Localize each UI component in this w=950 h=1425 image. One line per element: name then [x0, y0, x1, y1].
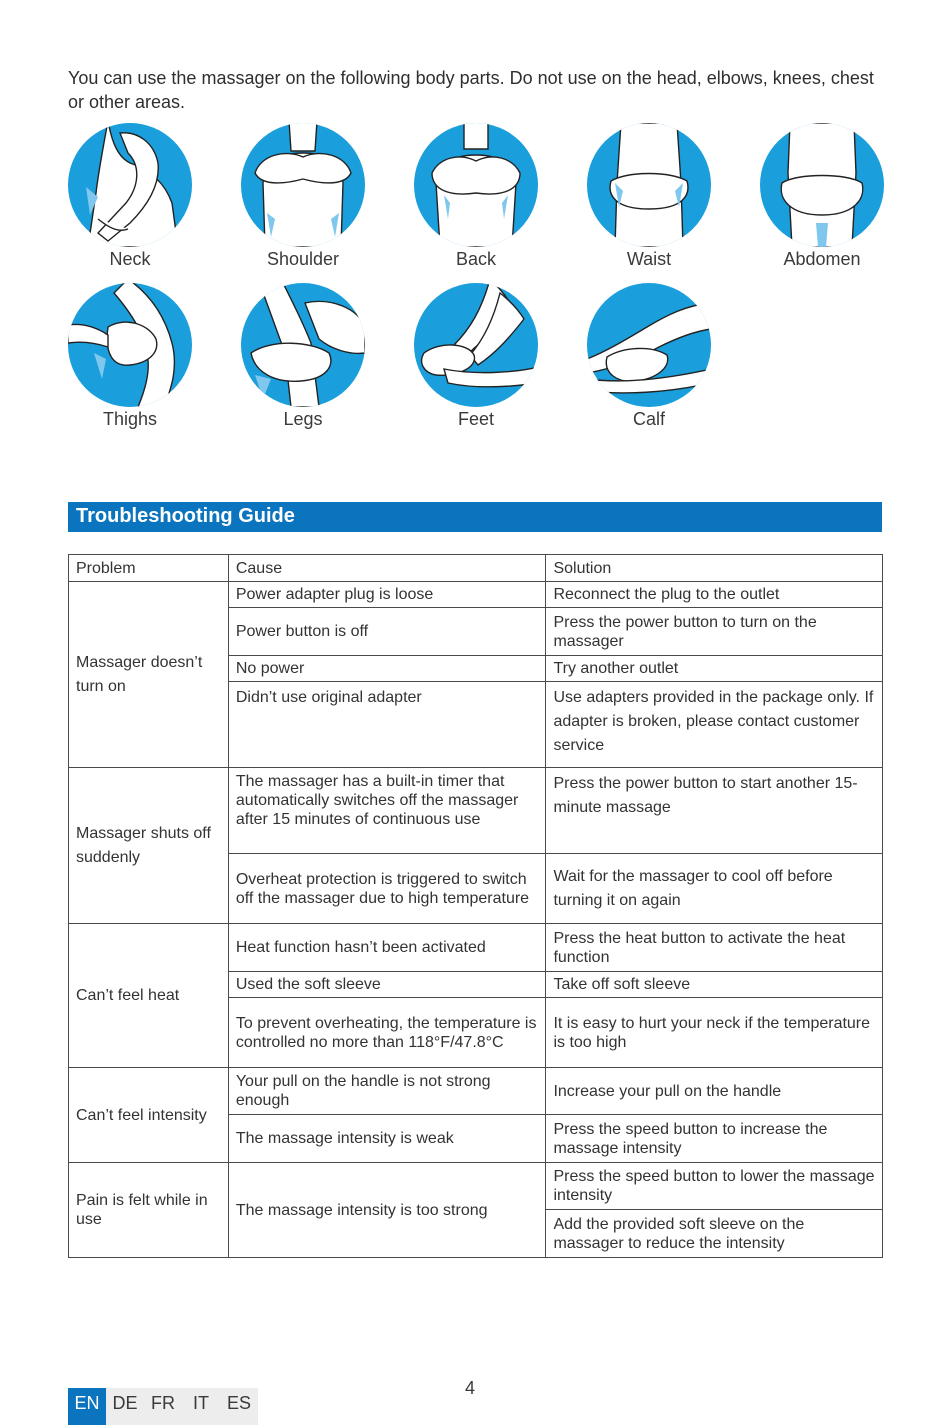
column-header-cause: Cause	[228, 555, 546, 582]
solution-cell: Reconnect the plug to the outlet	[546, 582, 883, 608]
cause-cell: The massager has a built-in timer that automatically switches off the massager after 15 minutes of continuous use	[228, 768, 546, 854]
thighs-illustration	[68, 283, 192, 407]
body-part-shoulder	[241, 123, 365, 270]
table-row	[69, 1068, 883, 1115]
cause-cell: Used the soft sleeve	[228, 972, 546, 998]
intro-text: You can use the massager on the following body parts. Do not use on the head, elbows, knees, chest or other areas.	[68, 68, 874, 112]
cause-cell: Didn’t use original adapter	[228, 682, 546, 768]
problem-cell: Can’t feel heat	[69, 924, 229, 1068]
body-part-legs	[241, 283, 365, 430]
body-part-calf	[587, 283, 711, 430]
body-part-label: Shoulder	[266, 249, 340, 269]
problem-cell: Can’t feel intensity	[69, 1068, 229, 1163]
solution-cell: Increase your pull on the handle	[546, 1068, 883, 1115]
cause-cell: The massage intensity is too strong	[228, 1163, 546, 1258]
tab-lang-de[interactable]: DE	[106, 1388, 144, 1425]
neck-illustration	[68, 123, 192, 247]
body-part-back	[414, 123, 538, 270]
cause-cell: Heat function hasn’t been activated	[228, 924, 546, 972]
section-title: Troubleshooting Guide	[76, 505, 295, 527]
body-part-label: Neck	[109, 249, 151, 269]
section-header	[68, 502, 882, 532]
problem-cell: Pain is felt while in use	[69, 1163, 229, 1258]
table-header-row	[69, 555, 883, 582]
body-part-neck	[68, 123, 192, 270]
body-part-label: Thighs	[102, 409, 158, 429]
legs-illustration	[241, 283, 365, 407]
solution-cell: Press the heat button to activate the heat function	[546, 924, 883, 972]
shoulder-illustration	[241, 123, 365, 247]
solution-cell: Press the speed button to lower the massage intensity	[546, 1163, 883, 1210]
calf-illustration	[587, 283, 711, 407]
table-row	[69, 924, 883, 972]
table-row	[69, 768, 883, 854]
cause-cell: Your pull on the handle is not strong enough	[228, 1068, 546, 1115]
problem-cell: Massager doesn’t turn on	[69, 582, 229, 768]
tab-lang-en[interactable]: EN	[68, 1388, 106, 1425]
solution-cell: Press the speed button to increase the massage intensity	[546, 1115, 883, 1163]
feet-illustration	[414, 283, 538, 407]
cause-cell: Power button is off	[228, 608, 546, 656]
column-header-solution: Solution	[546, 555, 883, 582]
waist-illustration	[587, 123, 711, 247]
body-part-label: Calf	[632, 409, 665, 429]
solution-cell: Press the power button to turn on the massager	[546, 608, 883, 656]
tab-lang-fr[interactable]: FR	[144, 1388, 182, 1425]
cause-cell: The massage intensity is weak	[228, 1115, 546, 1163]
cause-cell: No power	[228, 656, 546, 682]
tab-lang-it[interactable]: IT	[182, 1388, 220, 1425]
body-part-label: Waist	[626, 249, 672, 269]
solution-cell: It is easy to hurt your neck if the temperature is too high	[546, 998, 883, 1068]
body-part-thighs	[68, 283, 192, 430]
back-illustration	[414, 123, 538, 247]
body-part-feet	[414, 283, 538, 430]
troubleshooting-table	[68, 554, 883, 1258]
cause-cell: To prevent overheating, the temperature is controlled no more than 118°F/47.8°C	[228, 998, 546, 1068]
body-part-label: Back	[455, 249, 497, 269]
body-part-label: Feet	[457, 409, 495, 429]
cause-cell: Power adapter plug is loose	[228, 582, 546, 608]
page-number: 4	[465, 1378, 476, 1398]
table-row	[69, 582, 883, 608]
solution-cell: Wait for the massager to cool off before turning it on again	[546, 854, 883, 924]
solution-cell: Take off soft sleeve	[546, 972, 883, 998]
solution-cell: Add the provided soft sleeve on the massager to reduce the intensity	[546, 1210, 883, 1258]
solution-cell: Press the power button to start another 15-minute massage	[546, 768, 883, 854]
problem-cell: Massager shuts off suddenly	[69, 768, 229, 924]
body-part-label: Legs	[283, 409, 323, 429]
body-part-abdomen	[760, 123, 884, 270]
language-tabs	[68, 1388, 258, 1425]
body-part-label: Abdomen	[783, 249, 861, 269]
solution-cell: Try another outlet	[546, 656, 883, 682]
abdomen-illustration	[760, 123, 884, 247]
cause-cell: Overheat protection is triggered to switch off the massager due to high temperature	[228, 854, 546, 924]
tab-lang-es[interactable]: ES	[220, 1388, 258, 1425]
body-part-waist	[587, 123, 711, 270]
solution-cell: Use adapters provided in the package only. If adapter is broken, please contact customer service	[546, 682, 883, 768]
table-row	[69, 1163, 883, 1210]
column-header-problem: Problem	[69, 555, 229, 582]
